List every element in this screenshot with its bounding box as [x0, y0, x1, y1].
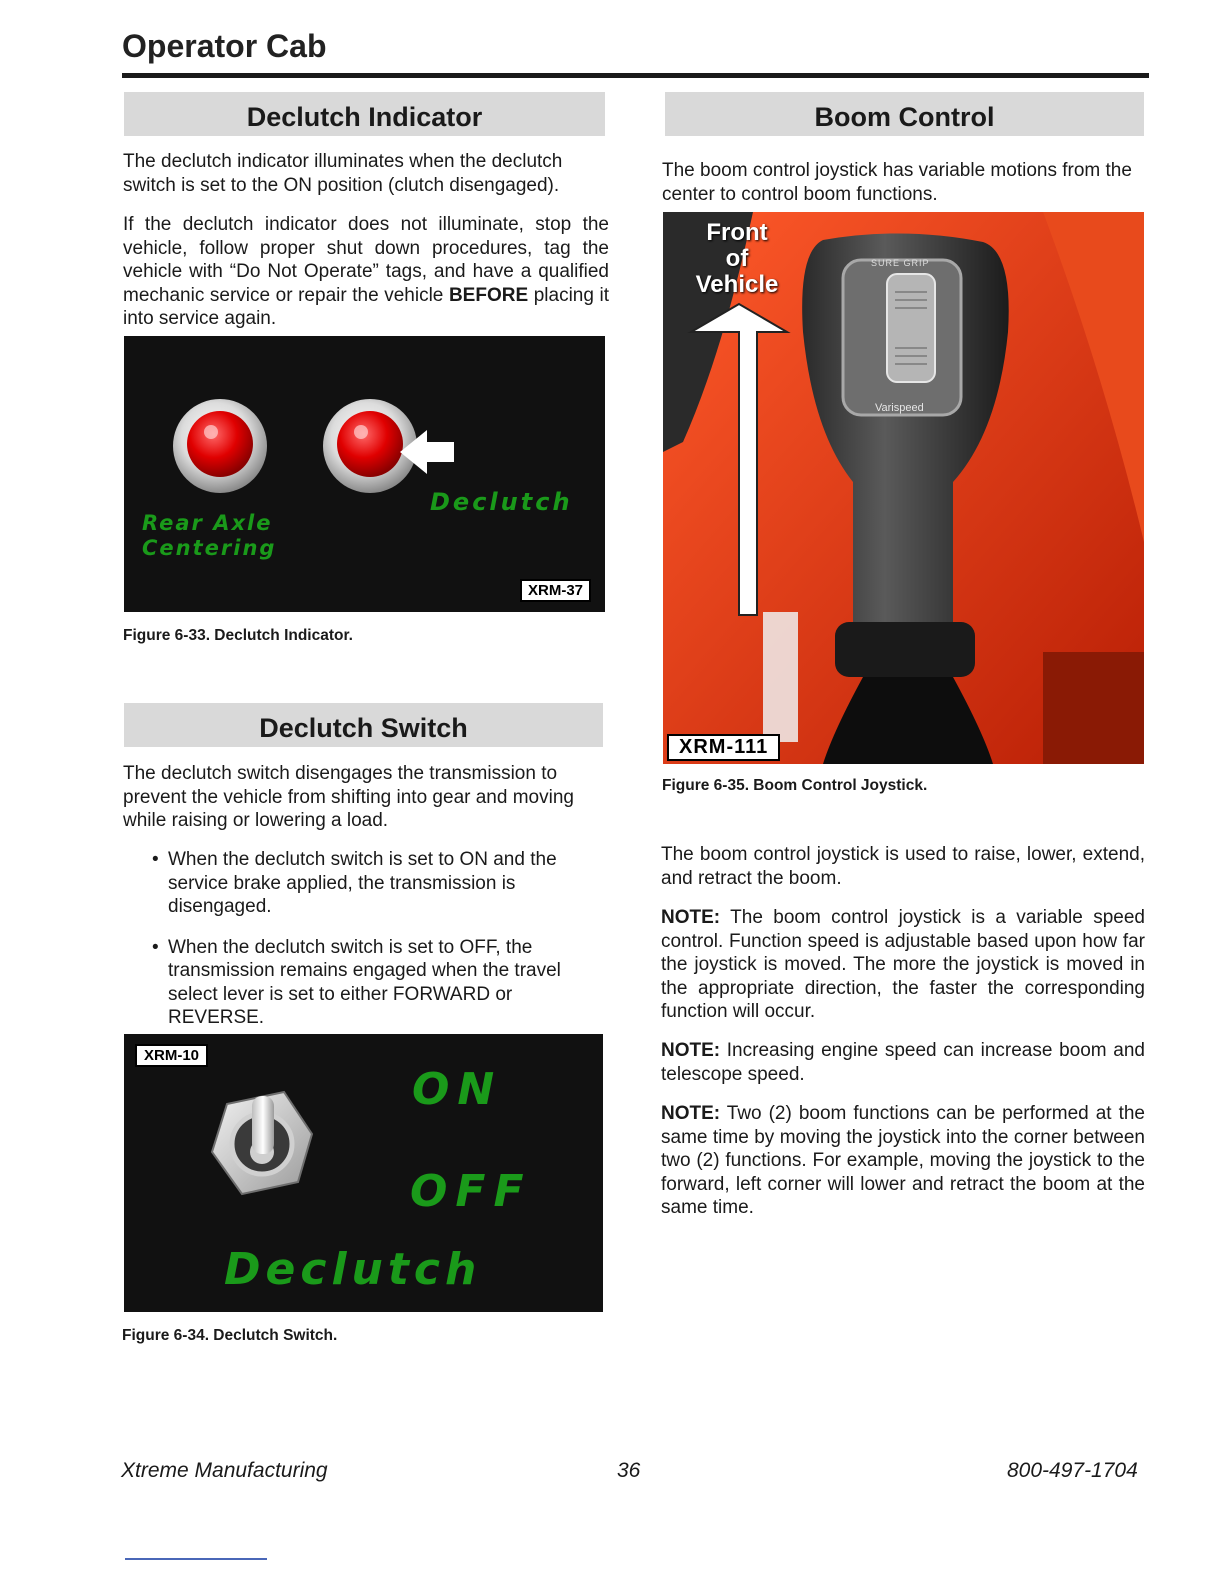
page-title: Operator Cab: [122, 28, 327, 64]
figure-tag-xrm37: XRM-37: [520, 579, 591, 602]
note-label: NOTE:: [661, 1103, 721, 1124]
boom-note-2: [661, 1039, 1145, 1086]
front-of-vehicle-label: [681, 220, 793, 298]
title-rule: [122, 73, 1149, 78]
rear-axle-centering-label: [142, 511, 276, 561]
note-label: NOTE:: [661, 907, 721, 928]
boom-note-1: [661, 906, 1145, 1024]
grip-brand-text: SURE GRIP: [871, 258, 930, 268]
declutch-indicator-para2: [123, 213, 609, 331]
footer-company: Xtreme Manufacturing: [121, 1459, 328, 1482]
bullet-dot: •: [152, 849, 159, 870]
front-label-line3: Vehicle: [695, 271, 779, 298]
before-emphasis: BEFORE: [448, 284, 529, 306]
front-label-line1: Front: [706, 219, 768, 246]
footer-phone: 800-497-1704: [1007, 1459, 1138, 1482]
front-label-line2: of: [725, 245, 749, 272]
list-item: [124, 936, 604, 1030]
switch-off-label: OFF: [410, 1166, 532, 1217]
declutch-indicator-heading: Declutch Indicator: [124, 92, 605, 136]
figure-6-33-caption: Figure 6-33. Declutch Indicator.: [123, 627, 353, 644]
toggle-lever-shape: [252, 1096, 274, 1154]
declutch-indicator-figure: [124, 336, 605, 612]
bullet-dot: •: [152, 936, 159, 958]
note-2-text: Increasing engine speed can increase boom and telescope speed.: [661, 1040, 1145, 1085]
declutch-switch-heading: Declutch Switch: [124, 703, 603, 747]
figure-6-34-caption: Figure 6-34. Declutch Switch.: [122, 1327, 338, 1344]
note-label: NOTE:: [661, 1040, 721, 1061]
note-3-text: Two (2) boom functions can be performed at the same time by moving the joystick into the corner between two (2) functions. For example, moving the joystick to the forward, left corner will lower and retract the boom at the same time.: [661, 1103, 1145, 1218]
figure-tag-xrm111: XRM-111: [667, 734, 780, 761]
bottom-divider: [125, 1558, 267, 1560]
boom-control-para1: The boom control joystick has variable motions from the center to control boom functions.: [662, 160, 1132, 205]
declutch-light-lens: [337, 411, 403, 477]
switch-declutch-label: Declutch: [224, 1244, 482, 1295]
rear-axle-light-lens: [187, 411, 253, 477]
boom-control-para2: The boom control joystick is used to raise, lower, extend, and retract the boom.: [661, 844, 1145, 889]
switch-on-label: ON: [412, 1064, 503, 1115]
declutch-indicator-para1: The declutch indicator illuminates when the declutch switch is set to the ON position (clutch disengaged).: [123, 151, 563, 196]
note-1-text: The boom control joystick is a variable speed control. Function speed is adjustable based upon how far the joystick is moved. The more the joystick is moved in the appropriate direction, the faster the corresponding function will occur.: [661, 907, 1145, 1022]
figure-6-35-caption: Figure 6-35. Boom Control Joystick.: [662, 777, 928, 794]
figure-tag-xrm10: XRM-10: [135, 1044, 208, 1067]
bullet-text: When the declutch switch is set to ON and the service brake applied, the transmission is disengaged.: [168, 849, 557, 917]
declutch-light-label: Declutch: [430, 488, 573, 516]
boom-note-3: [661, 1102, 1145, 1220]
rear-axle-label-line2: Centering: [142, 536, 277, 560]
grip-varispeed-text: Varispeed: [875, 402, 924, 414]
declutch-switch-para1: The declutch switch disengages the transmission to prevent the vehicle from shifting into gear and moving while raising or lowering a load.: [123, 763, 574, 831]
declutch-indicator-para2-end: placing it into service again.: [123, 284, 609, 329]
rear-axle-label-line1: Rear Axle: [142, 511, 273, 535]
boom-joystick-figure: [663, 212, 1144, 764]
declutch-switch-bullets: [124, 848, 604, 1047]
page-number: 36: [617, 1459, 641, 1482]
list-item: [124, 848, 604, 919]
declutch-switch-figure: [124, 1034, 603, 1312]
bullet-text: When the declutch switch is set to OFF, the transmission remains engaged when the travel select lever is set to either FORWARD or REVERSE.: [168, 936, 561, 1028]
boom-control-heading: Boom Control: [665, 92, 1144, 136]
declutch-indicator-para2-text: If the declutch indicator does not illuminate, stop the vehicle, follow proper shut down procedures, tag the vehicle with “Do Not Operate” tags, and have a qualified mechanic service or repair the vehicle: [123, 214, 609, 306]
indicator-lights-illustration: [124, 336, 605, 612]
joystick-rocker-switch: [887, 274, 935, 382]
joystick-base-collar: [835, 622, 975, 677]
